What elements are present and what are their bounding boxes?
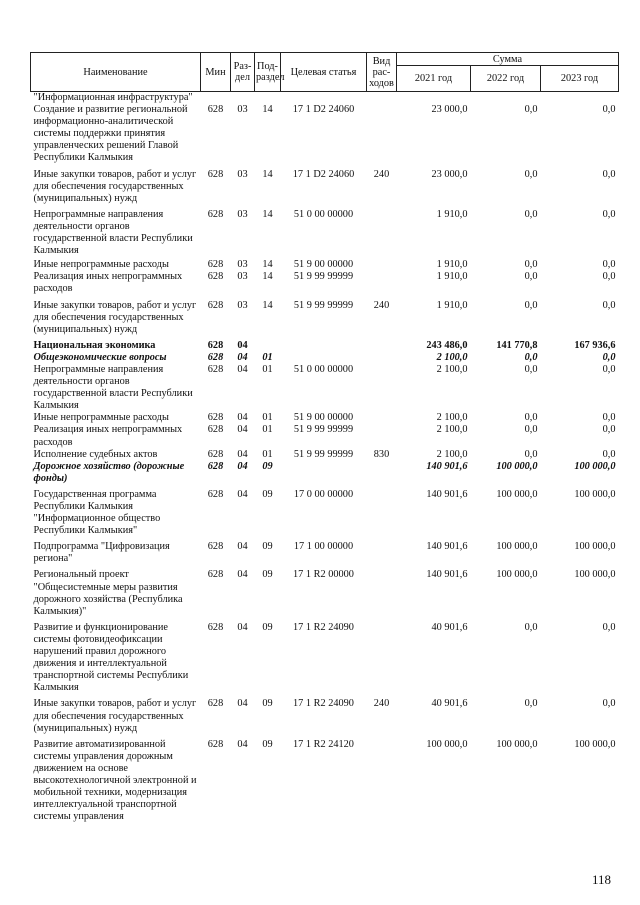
- cell-razdel: 04: [237, 621, 248, 633]
- col-header-2021: 2021 год: [397, 66, 471, 92]
- col-header-2023: 2023 год: [541, 66, 619, 92]
- cell-razdel: 04: [237, 541, 248, 553]
- cell-2021: 23 000,0: [431, 104, 468, 116]
- cell-2022: 0,0: [524, 412, 538, 424]
- cell-min: 628: [207, 621, 224, 633]
- cell-2022: 100 000,0: [496, 488, 538, 500]
- cell-2023: 0,0: [602, 299, 616, 311]
- cell-target: 51 9 99 99999: [293, 448, 354, 460]
- cell-name: Дорожное хозяйство (дорожные фонды): [33, 460, 185, 484]
- cell-razdel: 04: [237, 363, 248, 375]
- table-row: [31, 352, 619, 364]
- cell-min: 628: [207, 541, 224, 553]
- cell-2023: 167 936,6: [574, 339, 616, 351]
- col-header-min: Мин: [201, 53, 231, 92]
- cell-razdel: 03: [237, 104, 248, 116]
- cell-target: [281, 352, 367, 364]
- cell-podrazdel: 01: [262, 448, 273, 460]
- cell-min: 628: [207, 351, 224, 363]
- table-header: [31, 53, 619, 92]
- cell-2021: 100 000,0: [426, 738, 468, 750]
- cell-vid: [367, 541, 397, 569]
- budget-table-fragment: [30, 52, 618, 823]
- cell-vid: [367, 209, 397, 259]
- table-row: [31, 300, 619, 340]
- cell-name: Иные непрограммные расходы: [33, 412, 169, 424]
- cell-name: Государственная программа Республики Калмыкия "Информационное общество Республики Калмыкия": [33, 488, 161, 537]
- cell-2022: 0,0: [524, 621, 538, 633]
- cell-razdel: 03: [237, 168, 248, 180]
- cell-razdel: 04: [237, 738, 248, 750]
- cell-podrazdel: 01: [262, 424, 273, 436]
- cell-2022: 0,0: [524, 259, 538, 271]
- budget-table: [30, 52, 619, 823]
- table-row: [31, 340, 619, 352]
- cell-razdel: 04: [237, 448, 248, 460]
- cell-razdel: 03: [237, 271, 248, 283]
- cell-2021: 1 910,0: [436, 208, 468, 220]
- cell-name: Иные непрограммные расходы: [33, 259, 169, 271]
- cell-vid: [367, 489, 397, 541]
- cell-2021: 1 910,0: [436, 259, 468, 271]
- cell-min: 628: [207, 698, 224, 710]
- table-row: [31, 449, 619, 461]
- cell-target: 51 9 99 99999: [293, 271, 354, 283]
- cell-min: 628: [207, 363, 224, 375]
- cell-target: 51 9 99 99999: [293, 299, 354, 311]
- cell-2022: 100 000,0: [496, 460, 538, 472]
- cell-2023: 0,0: [602, 168, 616, 180]
- cell-target: 17 1 D2 24060: [292, 104, 355, 116]
- table-row: [31, 424, 619, 448]
- cell-target: 17 1 00 00000: [293, 541, 354, 553]
- cell-podrazdel: 14: [262, 299, 273, 311]
- cell-min: 628: [207, 424, 224, 436]
- cell-2022: 0,0: [524, 698, 538, 710]
- cell-target: [281, 92, 367, 105]
- table-row: [31, 364, 619, 412]
- cell-2022: 0,0: [524, 271, 538, 283]
- cell-2023: 0,0: [602, 271, 616, 283]
- table-row: [31, 92, 619, 105]
- table-row: [31, 461, 619, 489]
- cell-target: [281, 340, 367, 352]
- cell-name: Подпрограмма "Цифровизация региона": [33, 541, 170, 565]
- cell-2021: 2 100,0: [436, 351, 468, 363]
- cell-name: "Информационная инфраструктура": [33, 92, 193, 103]
- cell-min: 628: [207, 412, 224, 424]
- col-header-sum: Сумма: [397, 53, 619, 66]
- table-row: [31, 739, 619, 824]
- table-row: [31, 622, 619, 699]
- cell-2021: 2 100,0: [436, 424, 468, 436]
- cell-vid: [367, 622, 397, 699]
- cell-min: 628: [207, 738, 224, 750]
- cell-2023: 100 000,0: [574, 488, 616, 500]
- cell-2021: 1 910,0: [436, 299, 468, 311]
- cell-name: Создание и развитие региональной информационно-аналитической системы поддержки принятия управленческих решений Главой Республики Калмыкия: [33, 104, 188, 164]
- cell-vid: [367, 569, 397, 621]
- cell-2023: 0,0: [602, 621, 616, 633]
- cell-2023: 0,0: [602, 448, 616, 460]
- cell-2022: 0,0: [524, 424, 538, 436]
- cell-vid: [367, 352, 397, 364]
- cell-name: Иные закупки товаров, работ и услуг для обеспечения государственных (муниципальных) нужд: [33, 698, 197, 734]
- cell-vid: 830: [373, 448, 390, 460]
- cell-podrazdel: 09: [262, 698, 273, 710]
- table-row: [31, 259, 619, 271]
- cell-target: 17 1 D2 24060: [292, 168, 355, 180]
- table-row: [31, 271, 619, 299]
- cell-podrazdel: [255, 92, 281, 105]
- cell-2021: 23 000,0: [431, 168, 468, 180]
- cell-min: 628: [207, 259, 224, 271]
- col-header-target: Целевая статья: [281, 53, 367, 92]
- cell-2023: [541, 92, 619, 105]
- cell-podrazdel: 14: [262, 104, 273, 116]
- cell-podrazdel: 09: [262, 621, 273, 633]
- cell-2021: 40 901,6: [431, 698, 468, 710]
- cell-vid: [367, 92, 397, 105]
- cell-name: Иные закупки товаров, работ и услуг для обеспечения государственных (муниципальных) нужд: [33, 299, 197, 335]
- cell-2023: 0,0: [602, 424, 616, 436]
- cell-2023: 0,0: [602, 351, 616, 363]
- cell-target: [281, 461, 367, 489]
- cell-2022: 100 000,0: [496, 569, 538, 581]
- cell-target: 17 1 R2 00000: [293, 569, 354, 581]
- page-number: 118: [592, 872, 612, 887]
- cell-podrazdel: 09: [262, 460, 273, 472]
- cell-target: 17 1 R2 24090: [293, 621, 354, 633]
- cell-razdel: 04: [237, 569, 248, 581]
- col-header-2022: 2022 год: [471, 66, 541, 92]
- cell-2021: 2 100,0: [436, 363, 468, 375]
- cell-2023: 0,0: [602, 208, 616, 220]
- cell-2021: 2 100,0: [436, 448, 468, 460]
- cell-podrazdel: 01: [262, 363, 273, 375]
- col-header-podrazdel: Под-раздел: [255, 53, 281, 92]
- table-row: [31, 698, 619, 738]
- cell-name: Общеэкономические вопросы: [33, 351, 167, 363]
- cell-razdel: [231, 92, 255, 105]
- table-row: [31, 569, 619, 621]
- cell-razdel: 04: [237, 460, 248, 472]
- cell-name: Развитие автоматизированной системы управления дорожным движением на основе высокотехнологичной электронной и мобильной техники, модернизация интеллектуальной транспортной системы управления: [33, 738, 197, 823]
- cell-2022: 0,0: [524, 351, 538, 363]
- cell-min: 628: [207, 488, 224, 500]
- cell-razdel: 04: [237, 412, 248, 424]
- cell-name: Региональный проект "Общесистемные меры развития дорожного хозяйства (Республика Калмыкия)": [33, 569, 183, 617]
- cell-razdel: 03: [237, 299, 248, 311]
- cell-2023: 100 000,0: [574, 569, 616, 581]
- cell-vid: 240: [373, 168, 390, 180]
- cell-target: 17 0 00 00000: [293, 488, 354, 500]
- table-row: [31, 209, 619, 259]
- cell-name: Непрограммные направления деятельности органов государственной власти Республики Калмыкия: [33, 208, 193, 257]
- table-row: [31, 541, 619, 569]
- cell-2022: 0,0: [524, 208, 538, 220]
- cell-vid: [367, 424, 397, 448]
- cell-vid: [367, 461, 397, 489]
- cell-podrazdel: 09: [262, 541, 273, 553]
- cell-razdel: 04: [237, 351, 248, 363]
- cell-min: 628: [207, 339, 224, 351]
- cell-2021: 140 901,6: [426, 541, 468, 553]
- cell-podrazdel: 14: [262, 168, 273, 180]
- cell-vid: 240: [373, 299, 390, 311]
- table-row: [31, 412, 619, 424]
- cell-podrazdel: 09: [262, 488, 273, 500]
- cell-min: 628: [207, 460, 224, 472]
- table-row: [31, 104, 619, 168]
- cell-2022: 0,0: [524, 363, 538, 375]
- cell-podrazdel: 14: [262, 259, 273, 271]
- cell-2021: 1 910,0: [436, 271, 468, 283]
- cell-podrazdel: 14: [262, 208, 273, 220]
- cell-name: Реализация иных непрограммных расходов: [33, 424, 183, 448]
- cell-podrazdel: 14: [262, 271, 273, 283]
- cell-vid: [367, 364, 397, 412]
- col-header-razdel: Раз-дел: [231, 53, 255, 92]
- cell-2022: 100 000,0: [496, 738, 538, 750]
- cell-razdel: 03: [237, 259, 248, 271]
- cell-vid: [367, 271, 397, 299]
- cell-razdel: 04: [237, 424, 248, 436]
- cell-razdel: 03: [237, 208, 248, 220]
- cell-2021: 140 901,6: [426, 569, 468, 581]
- cell-2022: 0,0: [524, 448, 538, 460]
- cell-target: 51 9 00 00000: [293, 259, 354, 271]
- cell-target: 51 9 99 99999: [293, 424, 354, 436]
- cell-2021: 40 901,6: [431, 621, 468, 633]
- cell-name: Исполнение судебных актов: [33, 448, 158, 460]
- cell-min: 628: [207, 569, 224, 581]
- cell-name: Национальная экономика: [33, 339, 156, 351]
- cell-2022: 0,0: [524, 104, 538, 116]
- col-header-name: Наименование: [31, 53, 201, 92]
- col-header-vid: Вид рас-ходов: [367, 53, 397, 92]
- cell-podrazdel: 01: [262, 351, 273, 363]
- cell-min: 628: [207, 299, 224, 311]
- table-row: [31, 169, 619, 209]
- cell-name: Иные закупки товаров, работ и услуг для обеспечения государственных (муниципальных) нужд: [33, 168, 197, 204]
- cell-2023: 100 000,0: [574, 541, 616, 553]
- cell-razdel: 04: [237, 488, 248, 500]
- cell-2021: 140 901,6: [426, 488, 468, 500]
- cell-name: Развитие и функционирование системы фотовидеофиксации нарушений правил дорожного движения и интеллектуальной транспортной системы Республики Калмыкия: [33, 621, 189, 694]
- cell-target: 51 0 00 00000: [293, 208, 354, 220]
- cell-2023: 0,0: [602, 412, 616, 424]
- cell-podrazdel: [255, 340, 281, 352]
- cell-2023: 0,0: [602, 104, 616, 116]
- cell-2021: 243 486,0: [426, 339, 468, 351]
- cell-vid: [367, 104, 397, 168]
- cell-min: 628: [207, 448, 224, 460]
- cell-min: 628: [207, 104, 224, 116]
- cell-2023: 100 000,0: [574, 738, 616, 750]
- cell-target: 17 1 R2 24090: [293, 698, 354, 710]
- cell-podrazdel: 01: [262, 412, 273, 424]
- cell-min: [201, 92, 231, 105]
- cell-target: 17 1 R2 24120: [293, 738, 354, 750]
- table-body: [31, 92, 619, 824]
- cell-2023: 100 000,0: [574, 460, 616, 472]
- cell-min: 628: [207, 168, 224, 180]
- cell-vid: [367, 259, 397, 271]
- cell-2021: 140 901,6: [426, 460, 468, 472]
- cell-2022: 141 770,8: [496, 339, 538, 351]
- cell-razdel: 04: [237, 339, 248, 351]
- table-row: [31, 489, 619, 541]
- cell-vid: [367, 739, 397, 824]
- cell-name: Реализация иных непрограммных расходов: [33, 271, 183, 295]
- cell-razdel: 04: [237, 698, 248, 710]
- cell-2022: 0,0: [524, 299, 538, 311]
- cell-2021: [397, 92, 471, 105]
- cell-vid: 240: [373, 698, 390, 710]
- cell-target: 51 9 00 00000: [293, 412, 354, 424]
- cell-min: 628: [207, 208, 224, 220]
- cell-2023: 0,0: [602, 698, 616, 710]
- cell-min: 628: [207, 271, 224, 283]
- cell-2022: 0,0: [524, 168, 538, 180]
- cell-vid: [367, 412, 397, 424]
- cell-target: 51 0 00 00000: [293, 363, 354, 375]
- cell-2022: 100 000,0: [496, 541, 538, 553]
- cell-2023: 0,0: [602, 259, 616, 271]
- cell-2022: [471, 92, 541, 105]
- cell-name: Непрограммные направления деятельности органов государственной власти Республики Калмыкия: [33, 363, 193, 412]
- cell-2021: 2 100,0: [436, 412, 468, 424]
- cell-podrazdel: 09: [262, 569, 273, 581]
- cell-2023: 0,0: [602, 363, 616, 375]
- cell-podrazdel: 09: [262, 738, 273, 750]
- cell-vid: [367, 340, 397, 352]
